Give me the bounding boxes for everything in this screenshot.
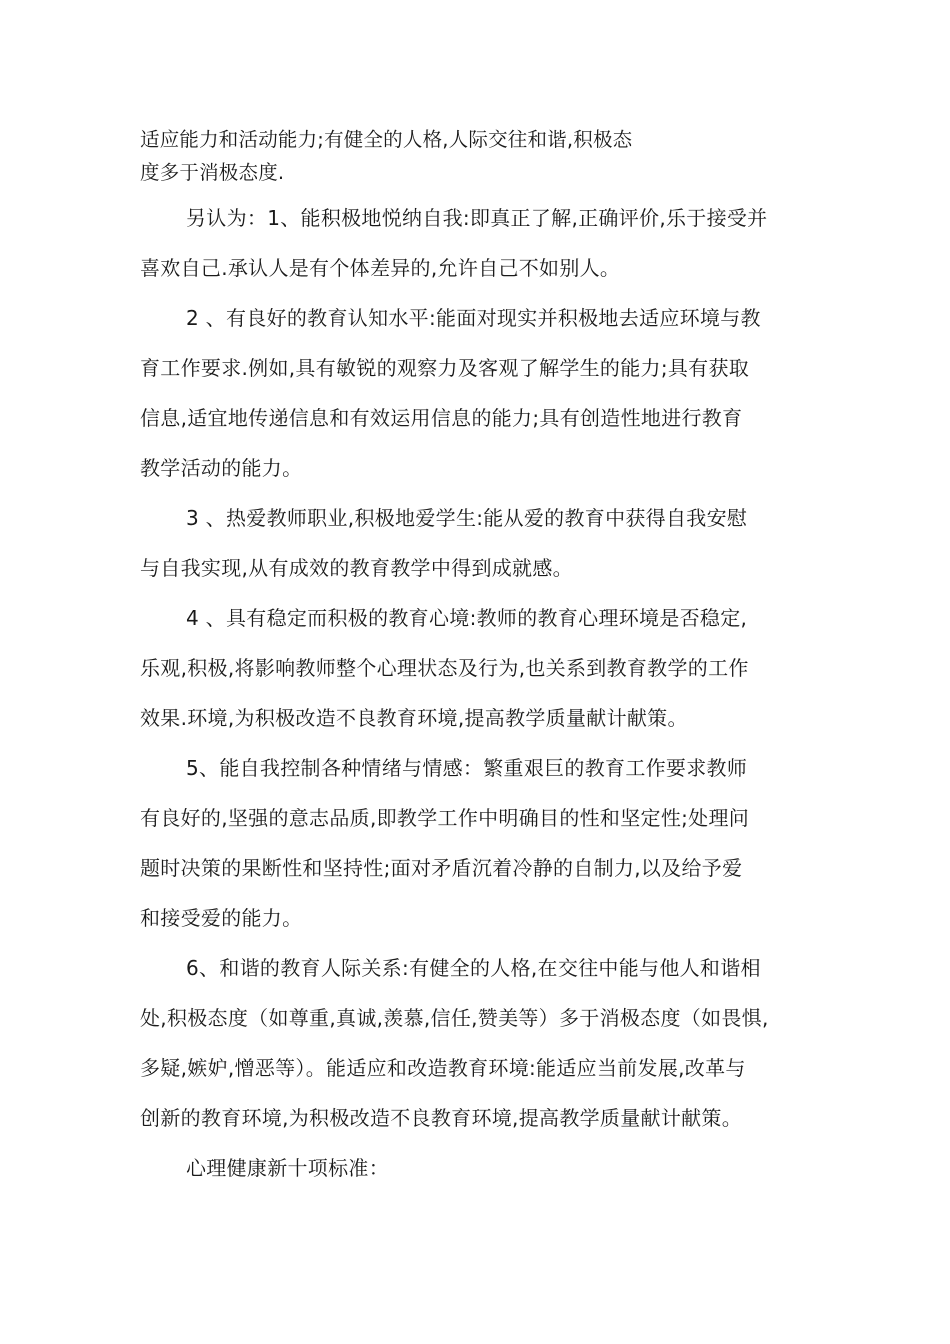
text-line: 处,积极态度（如尊重,真诚,羡慕,信任,赞美等）多于消极态度（如畏惧, [140,1006,769,1030]
text-line: 题时决策的果断性和坚持性;面对矛盾沉着冷静的自制力,以及给予爱 [140,856,743,880]
paragraph-line: 另认为：1、能积极地悦纳自我:即真正了解,正确评价,乐于接受并 [186,206,768,230]
text-line: 教学活动的能力。 [140,456,303,480]
paragraph-line: 3 、热爱教师职业,积极地爱学生:能从爱的教育中获得自我安慰 [186,506,748,530]
text-line: 有良好的,坚强的意志品质,即教学工作中明确目的性和坚定性;处理问 [140,806,750,830]
text-line: 度多于消极态度. [140,161,285,184]
text-line: 乐观,积极,将影响教师整个心理状态及行为,也关系到教育教学的工作 [140,656,749,680]
paragraph-line: 6、和谐的教育人际关系:有健全的人格,在交往中能与他人和谐相 [186,956,761,980]
paragraph-line: 心理健康新十项标准： [186,1156,389,1180]
paragraph-line: 4 、具有稳定而积极的教育心境:教师的教育心理环境是否稳定, [186,606,748,630]
text-line: 创新的教育环境,为积极改造不良教育环境,提高教学质量献计献策。 [140,1106,743,1130]
text-line: 多疑,嫉妒,憎恶等）。能适应和改造教育环境:能适应当前发展,改革与 [140,1056,746,1080]
text-line: 喜欢自己.承认人是有个体差异的,允许自己不如别人。 [140,256,621,280]
paragraph-line: 5、能自我控制各种情绪与情感：繁重艰巨的教育工作要求教师 [186,756,748,780]
text-line: 育工作要求.例如,具有敏锐的观察力及客观了解学生的能力;具有获取 [140,356,750,380]
text-line: 和接受爱的能力。 [140,906,303,930]
text-line: 适应能力和活动能力;有健全的人格,人际交往和谐,积极态 [140,128,633,151]
text-line: 信息,适宜地传递信息和有效运用信息的能力;具有创造性地进行教育 [140,406,743,430]
paragraph-line: 2 、有良好的教育认知水平:能面对现实并积极地去适应环境与教 [186,306,761,330]
text-line: 与自我实现,从有成效的教育教学中得到成就感。 [140,556,573,580]
text-line: 效果.环境,为积极改造不良教育环境,提高教学质量献计献策。 [140,706,688,730]
